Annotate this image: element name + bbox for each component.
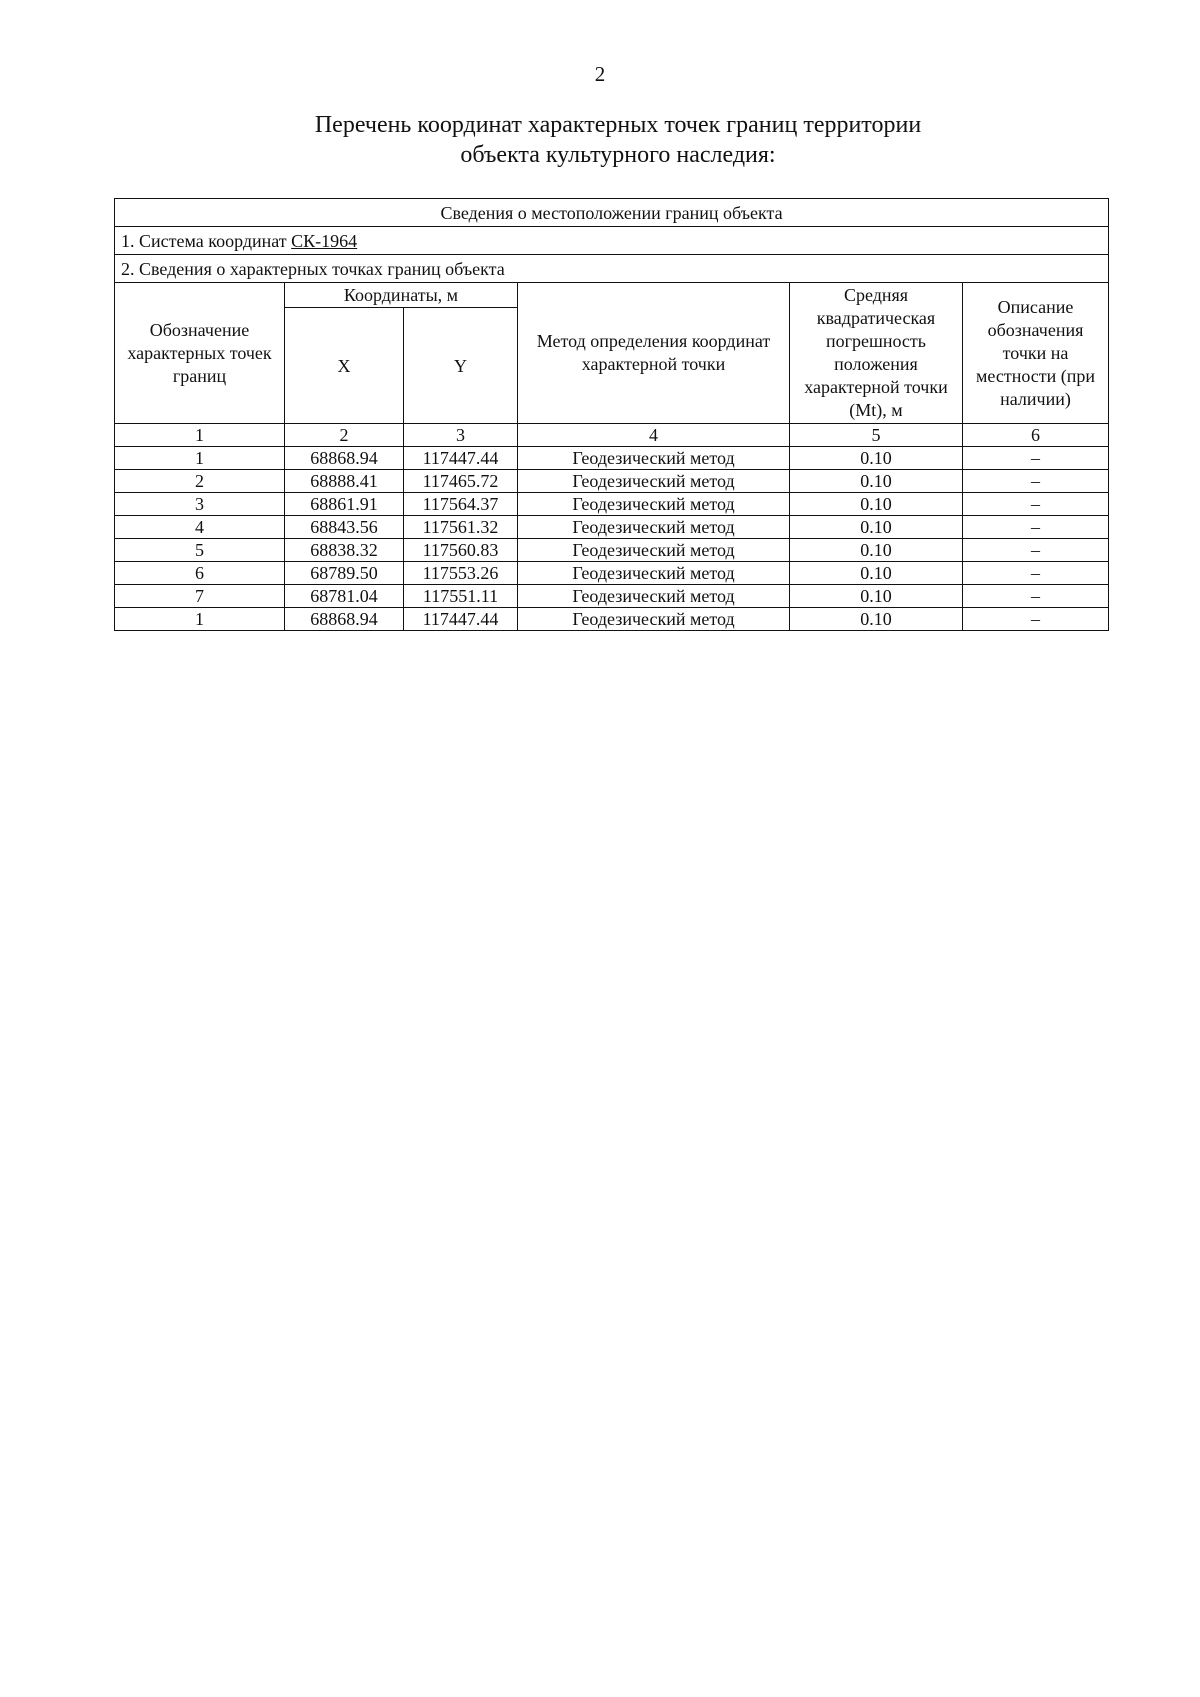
method-value: Геодезический метод	[518, 608, 790, 631]
title-line-2: объекта культурного наследия:	[460, 142, 776, 168]
coordinate-system-value: СК-1964	[291, 230, 358, 251]
column-coords-header: Координаты, м	[285, 283, 518, 308]
point-number: 1	[115, 608, 285, 631]
description-value: –	[963, 539, 1109, 562]
coordinate-system-row	[115, 227, 1109, 255]
description-value: –	[963, 562, 1109, 585]
point-number: 7	[115, 585, 285, 608]
x-value: 68838.32	[285, 539, 404, 562]
method-value: Геодезический метод	[518, 470, 790, 493]
x-value: 68861.91	[285, 493, 404, 516]
y-value: 117560.83	[404, 539, 518, 562]
coordinate-system-label: 1. Система координат	[121, 230, 287, 251]
column-number: 5	[790, 424, 963, 447]
x-value: 68781.04	[285, 585, 404, 608]
method-value: Геодезический метод	[518, 493, 790, 516]
x-value: 68868.94	[285, 447, 404, 470]
points-info-label: 2. Сведения о характерных точках границ объекта	[115, 255, 1109, 283]
error-value: 0.10	[790, 608, 963, 631]
error-value: 0.10	[790, 516, 963, 539]
y-value: 117551.11	[404, 585, 518, 608]
point-number: 2	[115, 470, 285, 493]
column-error-header: Средняя квадратическая погрешность положения характерной точки (Mt), м	[790, 283, 963, 424]
column-number: 4	[518, 424, 790, 447]
column-number: 1	[115, 424, 285, 447]
column-method-header: Метод определения координат характерной точки	[518, 283, 790, 424]
y-value: 117553.26	[404, 562, 518, 585]
table-row	[115, 447, 1109, 470]
table-row	[115, 516, 1109, 539]
table-row	[115, 470, 1109, 493]
point-number: 4	[115, 516, 285, 539]
column-designation-header: Обозначение характерных точек границ	[115, 283, 285, 424]
x-value: 68888.41	[285, 470, 404, 493]
x-value: 68843.56	[285, 516, 404, 539]
y-value: 117561.32	[404, 516, 518, 539]
method-value: Геодезический метод	[518, 516, 790, 539]
column-number: 6	[963, 424, 1109, 447]
description-value: –	[963, 516, 1109, 539]
document-title	[0, 110, 1200, 170]
table-row	[115, 493, 1109, 516]
table-row	[115, 539, 1109, 562]
method-value: Геодезический метод	[518, 562, 790, 585]
page-number: 2	[594, 62, 606, 86]
table-row	[115, 562, 1109, 585]
x-value: 68789.50	[285, 562, 404, 585]
coordinates-table	[114, 198, 1109, 631]
error-value: 0.10	[790, 447, 963, 470]
point-number: 5	[115, 539, 285, 562]
method-value: Геодезический метод	[518, 539, 790, 562]
point-number: 3	[115, 493, 285, 516]
point-number: 1	[115, 447, 285, 470]
table-header: Сведения о местоположении границ объекта	[115, 199, 1109, 227]
error-value: 0.10	[790, 539, 963, 562]
y-value: 117447.44	[404, 608, 518, 631]
error-value: 0.10	[790, 470, 963, 493]
column-y-header: Y	[404, 308, 518, 424]
method-value: Геодезический метод	[518, 447, 790, 470]
column-number: 3	[404, 424, 518, 447]
description-value: –	[963, 447, 1109, 470]
table-row	[115, 585, 1109, 608]
point-number: 6	[115, 562, 285, 585]
table-row	[115, 608, 1109, 631]
y-value: 117564.37	[404, 493, 518, 516]
method-value: Геодезический метод	[518, 585, 790, 608]
column-number: 2	[285, 424, 404, 447]
error-value: 0.10	[790, 562, 963, 585]
title-line-1: Перечень координат характерных точек границ территории	[314, 112, 922, 138]
error-value: 0.10	[790, 493, 963, 516]
error-value: 0.10	[790, 585, 963, 608]
description-value: –	[963, 608, 1109, 631]
y-value: 117447.44	[404, 447, 518, 470]
column-description-header: Описание обозначения точки на местности (при наличии)	[963, 283, 1109, 424]
column-x-header: X	[285, 308, 404, 424]
y-value: 117465.72	[404, 470, 518, 493]
x-value: 68868.94	[285, 608, 404, 631]
description-value: –	[963, 470, 1109, 493]
description-value: –	[963, 493, 1109, 516]
description-value: –	[963, 585, 1109, 608]
